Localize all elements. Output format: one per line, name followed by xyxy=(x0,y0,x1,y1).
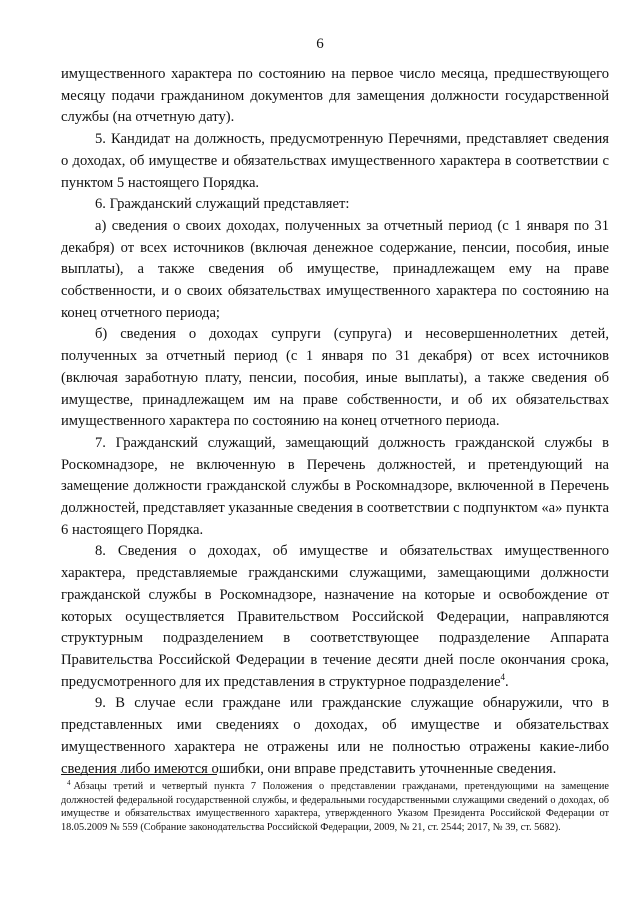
footnote xyxy=(61,780,609,834)
paragraph-8 xyxy=(61,541,609,693)
paragraph-6b: б) сведения о доходах супруги (супруга) и несовершеннолетних детей, полученных за отчетный период (с 1 января по 31 декабря) от всех источников (включая заработную плату, пенсии, пособия, иные выплаты), а также сведения об имуществе, принадлежащем им на праве собственности, и об их обязательствах имущественного характера по состоянию на конец отчетного периода. xyxy=(61,326,609,430)
paragraph-continuation: имущественного характера по состоянию на первое число месяца, предшествующего месяцу подачи гражданином документов для замещения должности государственной службы (на отчетную дату). xyxy=(61,66,609,126)
footnote-text: Абзацы третий и четвертый пункта 7 Положения о представлении гражданами, претендующими на замещение должностей федеральной государственной службы, и федеральными государственными служащими сведений о доходах, об имуществе и обязательствах имущественного характера, утвержденного Указом Президента Российской Федерации от 18.05.2009 № 559 (Собрание законодательства Российской Федерации, 2009, № 21, ст. 2544; 2017, № 39, ст. 5682). xyxy=(61,781,609,833)
paragraph-6a: а) сведения о своих доходах, полученных за отчетный период (с 1 января по 31 декабря) от всех источников (включая денежное содержание, пенсии, пособия, иные выплаты), а также сведения об имуществе, принадлежащем ему на праве собственности, и о своих обязательствах имущественного характера по состоянию на конец отчетного периода; xyxy=(61,217,609,321)
document-body xyxy=(61,64,609,780)
paragraph-9: 9. В случае если граждане или гражданские служащие обнаружили, что в представленных ими сведениях о доходах, об имуществе и обязательствах имущественного характера не отражены или не полностью отражены какие-либо сведения либо имеются ошибки, они вправе представить уточненные сведения. xyxy=(61,695,609,777)
footnote-mark: 4 xyxy=(67,778,71,787)
paragraph-8-tail: . xyxy=(505,673,509,690)
paragraph-8-text: 8. Сведения о доходах, об имуществе и обязательствах имущественного характера, представляемые гражданскими служащими, замещающими должности гражданской службы в Роскомнадзоре, назначение на которые и освобождение от которых осуществляется Правительством Российской Федерации, направляются структурным подразделением в соответствующее подразделение Аппарата Правительства Российской Федерации в течение десяти дней после окончания срока, предусмотренного для их представления в структурное подразделение xyxy=(61,543,609,690)
footnote-separator xyxy=(61,774,217,775)
paragraph-5: 5. Кандидат на должность, предусмотренную Перечнями, представляет сведения о доходах, об имуществе и обязательствах имущественного характера в соответствии с пунктом 5 настоящего Порядка. xyxy=(61,131,609,191)
footnote-reference: 4 xyxy=(500,671,506,682)
paragraph-7: 7. Гражданский служащий, замещающий должность гражданской службы в Роскомнадзоре, не включенную в Перечень должностей, и претендующий на замещение должности гражданской службы в Роскомнадзоре, включенной в Перечень должностей, представляет указанные сведения в соответствии с подпунктом «а» пункта 6 настоящего Порядка. xyxy=(61,434,609,538)
page-number: 6 xyxy=(316,36,324,52)
paragraph-6: 6. Гражданский служащий представляет: xyxy=(95,196,350,213)
